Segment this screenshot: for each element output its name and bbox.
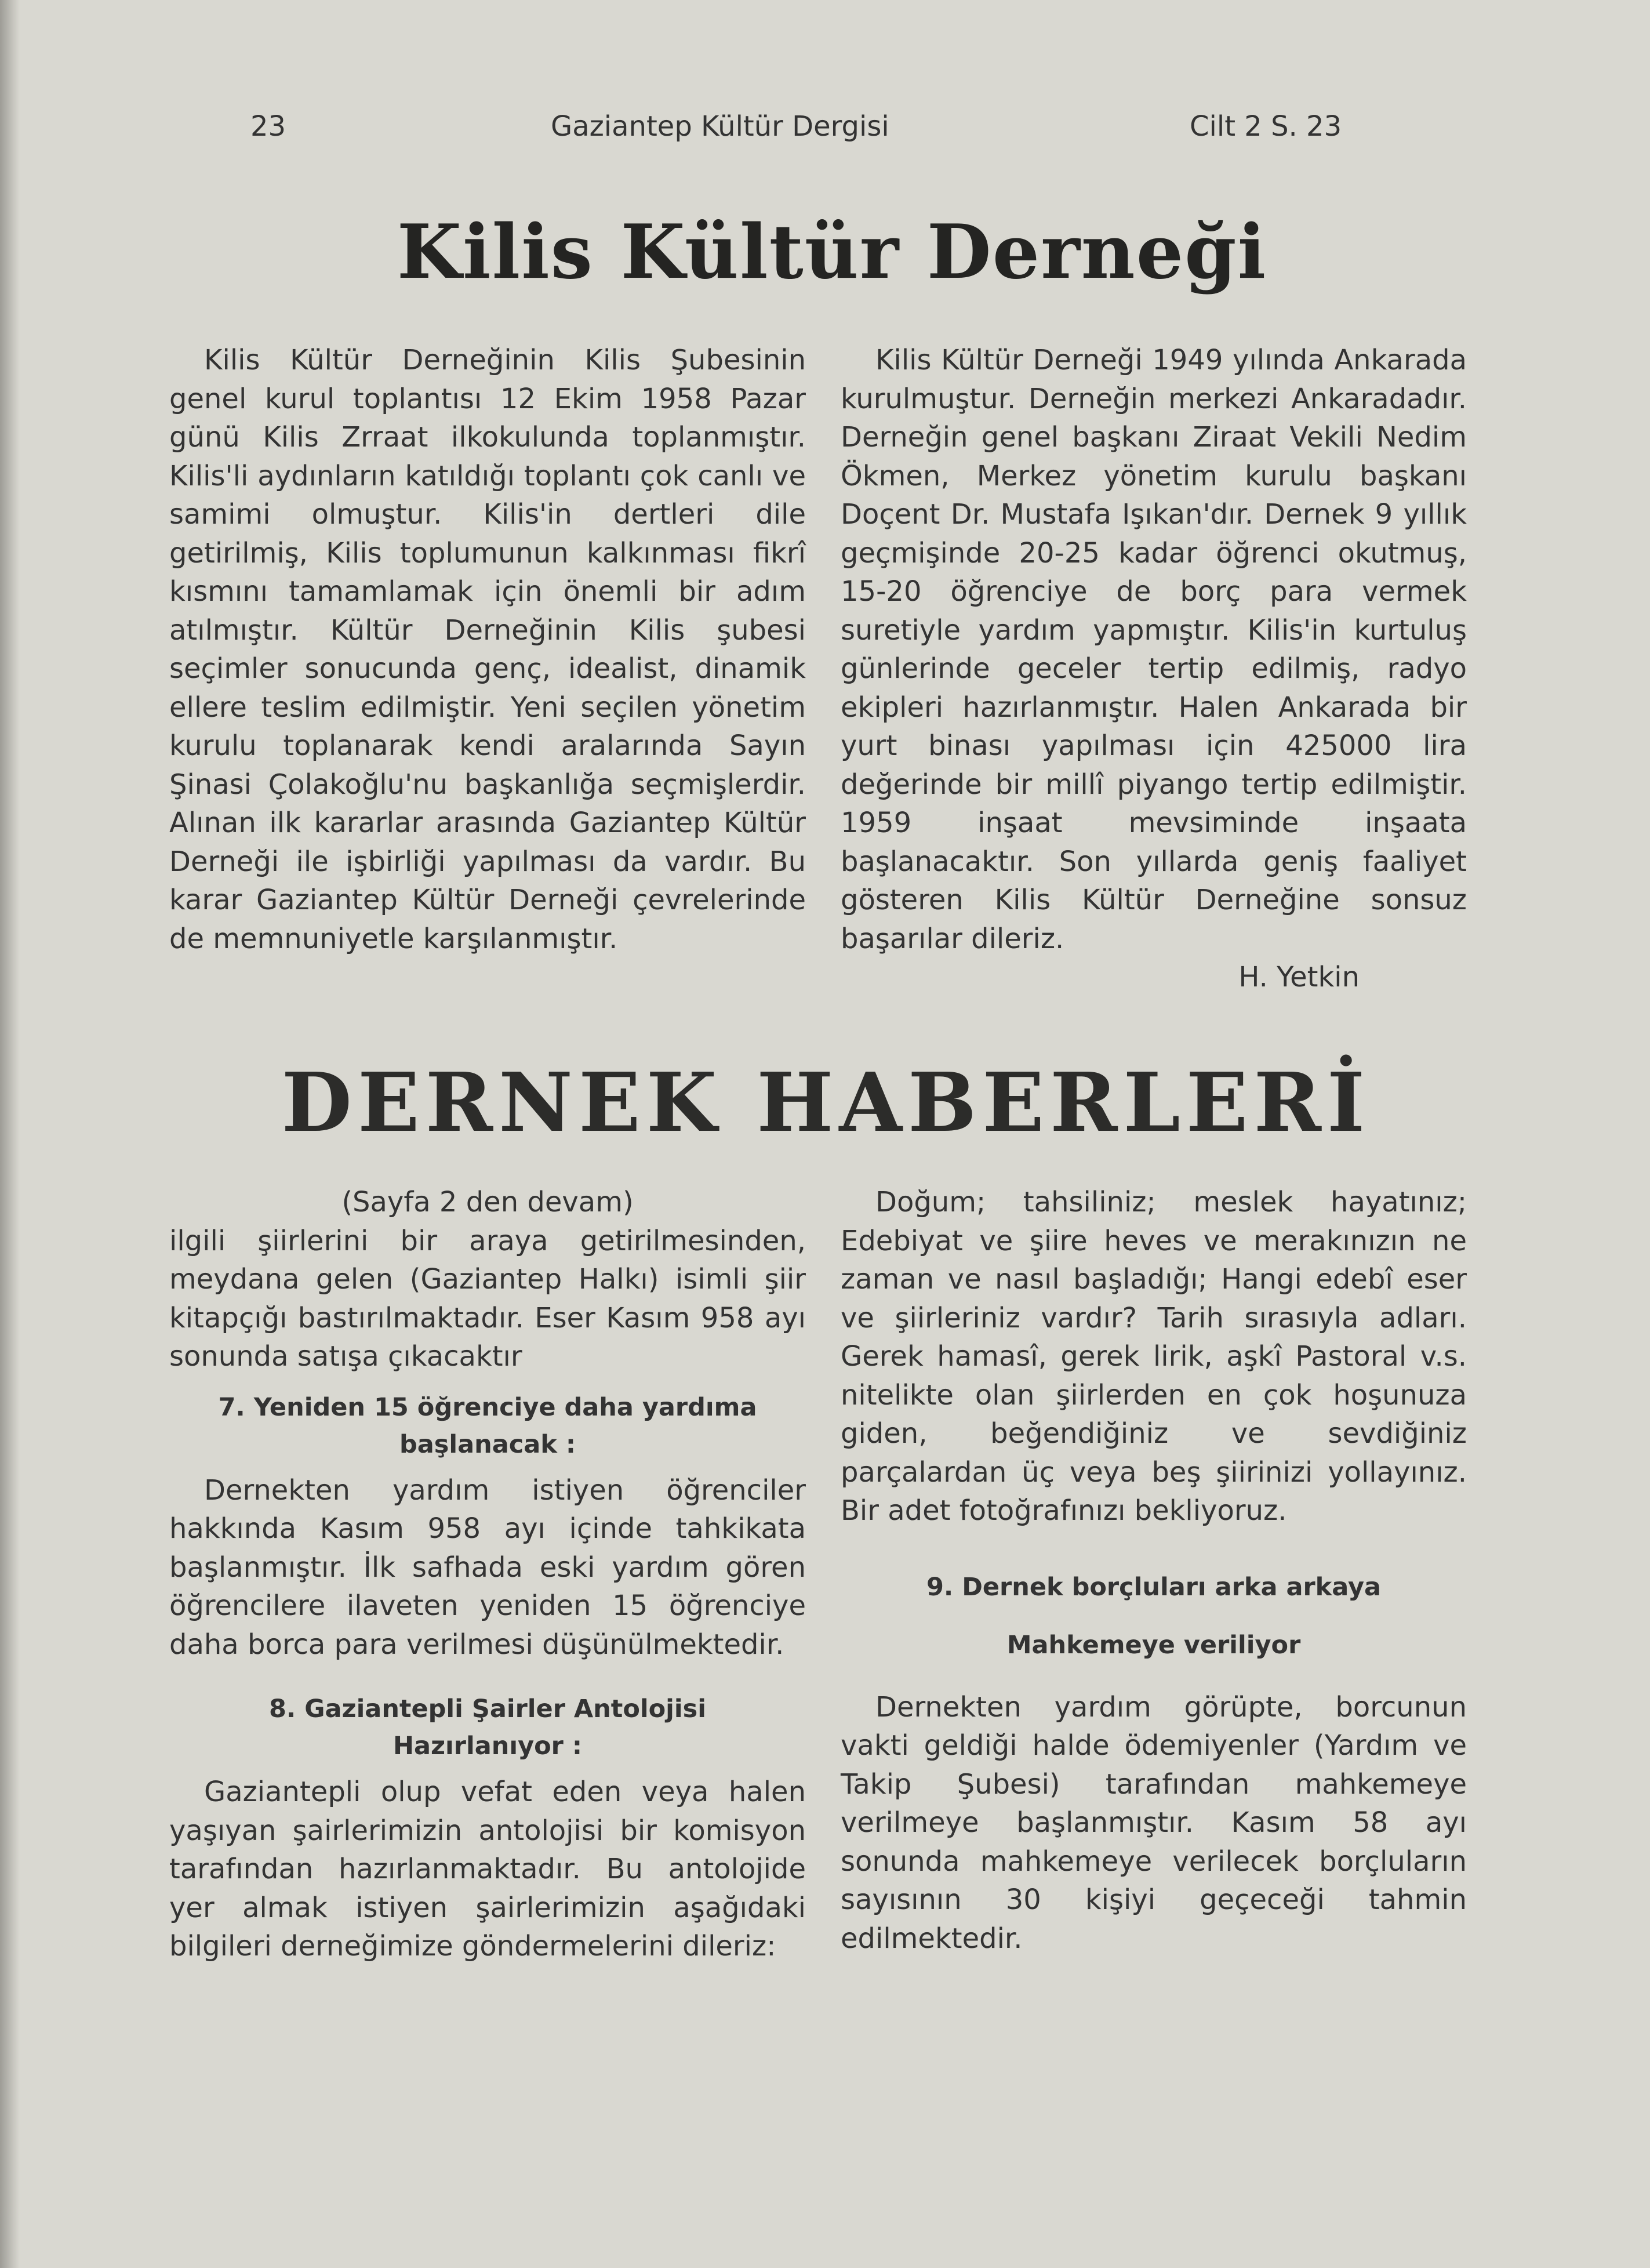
- article1-column-left: [169, 341, 806, 958]
- continued-note: (Sayfa 2 den devam): [341, 1186, 634, 1218]
- section8-heading: [169, 1690, 806, 1765]
- section7-heading-line2: başlanacak :: [399, 1429, 576, 1459]
- article1-signature: H. Yetkin: [1238, 961, 1360, 993]
- section7-body: Dernekten yardım istiyen öğrenciler hakkında Kasım 958 ayı içinde tahkikata başlanmıştır. İlk safhada eski yardım gören öğrencilere ilaveten yeniden 15 öğrenciye daha borca para verilmesi düşünülmektedir.: [169, 1474, 806, 1661]
- article1-paragraph-2: Kilis Kültür Derneği 1949 yılında Ankarada kurulmuştur. Derneğin merkezi Ankaradadır. Derneğin genel başkanı Ziraat Vekili Nedim Ökmen, Merkez yönetim kurulu başkanı Doçent Dr. Mustafa Işıkan'dır. Dernek 9 yıllık geçmişinde 20-25 kadar öğrenci okutmuş, 15-20 öğrenciye de borç para vermek suretiyle yardım yapmıştır. Kilis'in kurtuluş günlerinde geceler tertip edilmiş, radyo ekipleri hazırlanmıştır. Halen Ankarada bir yurt binası yapılması için 425000 lira değerinde bir millî piyango tertip edilmiştir. 1959 inşaat mevsiminde inşaata başlanacaktır. Son yıllarda geniş faaliyet gösteren Kilis Kültür Derneğine sonsuz başarılar dileriz.: [841, 344, 1467, 955]
- page-number: 23: [250, 110, 286, 143]
- news-column-right: [841, 1183, 1467, 1958]
- article-title-kilis: Kilis Kültür Derneği: [397, 209, 1267, 296]
- page-edge-shadow: [0, 0, 20, 2268]
- section9-heading-line1: 9. Dernek borçluları arka arkaya: [926, 1572, 1382, 1602]
- journal-name: Gaziantep Kültür Dergisi: [551, 110, 889, 143]
- spacer: [841, 1530, 1467, 1552]
- issue-number: Cilt 2 S. 23: [1190, 110, 1342, 143]
- section9-heading: [841, 1558, 1467, 1674]
- section-title-dernek-haberleri: DERNEK HABERLERİ: [281, 1055, 1371, 1151]
- article1-column-right: [841, 341, 1467, 997]
- article1-paragraph-1: Kilis Kültür Derneğinin Kilis Şubesinin genel kurul toplantısı 12 Ekim 1958 Pazar günü Kilis Zrraat ilkokulunda toplanmıştır. Kilis'li aydınların katıldığı toplantı çok canlı ve samimi olmuştur. Kilis'in dertleri dile getirilmiş, Kilis toplumunun kalkınması fikrî kısmını tamamlamak için önemli bir adım atılmıştır. Kültür Derneğinin Kilis şubesi seçimler sonucunda genç, idealist, dinamik ellere teslim edilmiştir. Yeni seçilen yönetim kurulu toplanarak kendi aralarında Sayın Şinasi Çolakoğlu'nu başkanlığa seçmişlerdir. Alınan ilk kararlar arasında Gaziantep Kültür Derneği ile işbirliği yapılması da vardır. Bu karar Gaziantep Kültür Derneği çevrelerinde de memnuniyetle karşılanmıştır.: [169, 344, 806, 955]
- news-column-left: [169, 1183, 806, 1966]
- section8-body: Gaziantepli olup vefat eden veya halen yaşıyan şairlerimizin antolojisi bir komisyon tarafından hazırlanmaktadır. Bu antolojide yer almak istiyen şairlerimizin aşağıdaki bilgileri derneğimize göndermelerini dileriz:: [169, 1776, 806, 1962]
- section7-heading: [169, 1389, 806, 1463]
- section8-heading-line2: Hazırlanıyor :: [392, 1732, 583, 1761]
- section9-body: Dernekten yardım görüpte, borcunun vakti geldiği halde ödemiyenler (Yardım ve Takip Şubesi) tarafından mahkemeye verilmeye başlanmıştır. Kasım 58 ayı sonunda mahkemeye verilecek borçluların sayısının 30 kişiyi geçeceği tahmin edilmektedir.: [841, 1690, 1467, 1955]
- anthology-questions: Doğum; tahsiliniz; meslek hayatınız; Edebiyat ve şiire heves ve merakınızın ne zaman ve nasıl başladığı; Hangi edebî eser ve şiirleriniz vardır? Tarih sırasıyla adları. Gerek hamasî, gerek lirik, aşkî Pastoral v.s. nitelikte olan şiirlerden en çok hoşunuza giden, beğendiğiniz ve sevdiğiniz parçalardan üç veya beş şiirinizi yollayınız. Bir adet fotoğrafınızı bekliyoruz.: [841, 1186, 1467, 1527]
- section9-heading-line2: Mahkemeye veriliyor: [1006, 1630, 1301, 1660]
- news-intro-paragraph: ilgili şiirlerini bir araya getirilmesinden, meydana gelen (Gaziantep Halkı) isimli şiir kitapçığı bastırılmaktadır. Eser Kasım 958 ayı sonunda satışa çıkacaktır: [169, 1224, 806, 1373]
- section8-heading-line1: 8. Gaziantepli Şairler Antolojisi: [269, 1694, 706, 1723]
- section7-heading-line1: 7. Yeniden 15 öğrenciye daha yardıma: [218, 1392, 757, 1422]
